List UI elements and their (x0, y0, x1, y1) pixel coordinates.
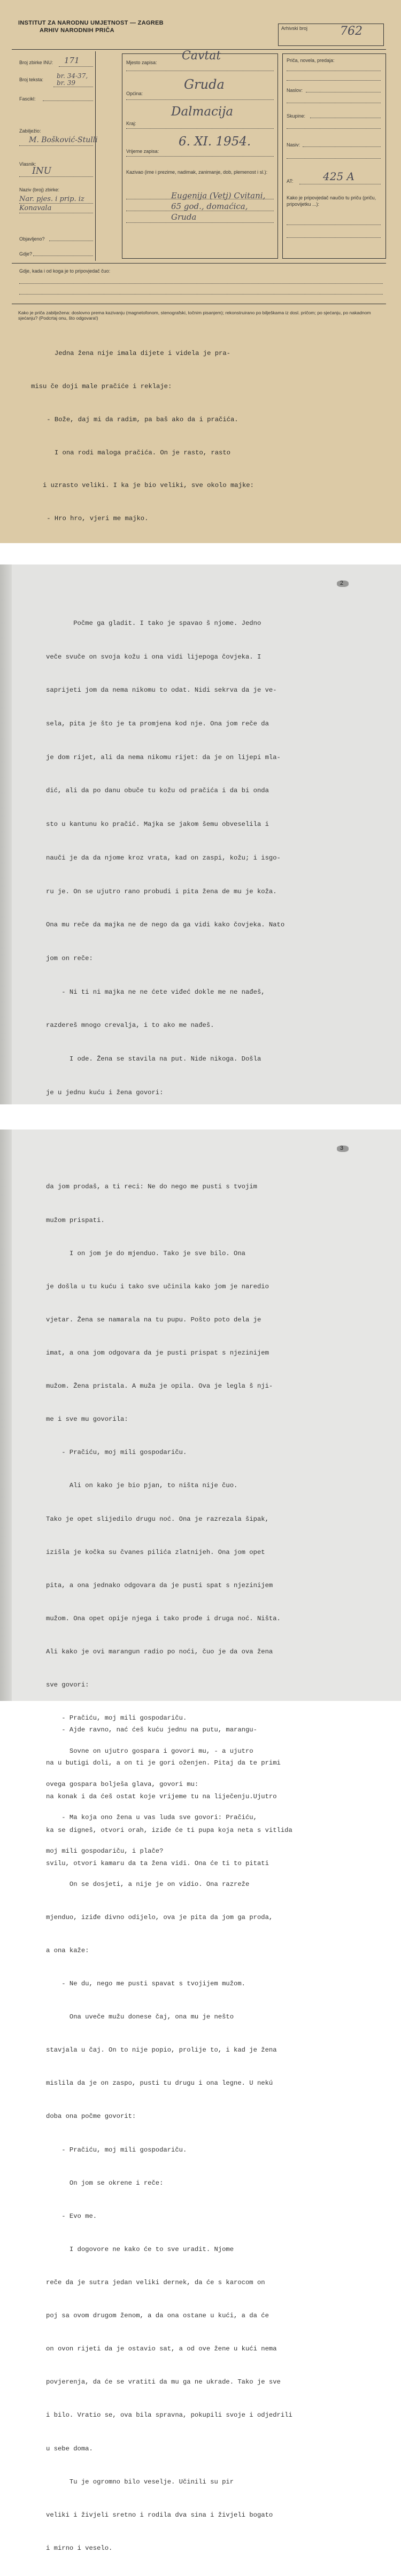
text-line: sto u kantunu ko pračić. Majka se jakom šemu obveselila i (46, 821, 269, 829)
text-line: I on jom je do mjenduo. Tako je sve bilo. Ona (46, 1249, 245, 1257)
recording-method-note: Kako je priča zabilježena: doslovno prema kazivanju (magnetofonom, stenografski, točnim pisanjem); rekonstruirano po bilješkama iz dosl. pričom; po sjećanju, po nakadnom sjećanju? (Podcrtaj onu, što odgovara!) (18, 310, 371, 321)
text-line: mužom prispati. (46, 1216, 105, 1224)
field-line (287, 80, 381, 81)
field-label: Fascikl: (19, 96, 36, 102)
field-line (287, 237, 381, 238)
text-line: on ovon rijeti da je ostavio sat, a od ove žene u kući nema (46, 2345, 277, 2353)
text-line: sela, pita je što je ta promjena kod nje. Ona jom reče da (46, 720, 269, 728)
field-value: Dalmacija (171, 105, 234, 119)
field-value: br. 34-37, br. 39 (57, 72, 88, 87)
text-line: stavjala u čaj. On to nije popio, prolije to, i kad je žena (46, 2046, 277, 2054)
text-line: je u jednu kuću i žena govori: (46, 1088, 164, 1096)
text-line: na konak i da ćeš ostat koje vrijeme tu na liječenju.Ujutro (46, 1792, 277, 1800)
text-line: a ona kaže: (46, 1946, 89, 1954)
text-line: je dom rijet, ali da nema nikomu rijet: da je on lijepi mla- (46, 753, 281, 761)
text-line: doba ona počme govorit: (46, 2113, 136, 2121)
field-line (19, 294, 383, 295)
text-line: imat, a ona jom odgovara da je pusti prispat s njezinijem (46, 1349, 269, 1357)
page-number: 3 (340, 1145, 344, 1151)
text-line: na u butigi doli, a on ti je gori oženjen. Pitaj da te primi (46, 1759, 281, 1767)
institute-name: INSTITUT ZA NARODNU UMJETNOST — ZAGREB (18, 20, 164, 26)
text-line: da jom prodaš, a ti reci: Ne do nego me pusti s tvojim (46, 1183, 257, 1191)
text-line: mužom. Ona opet opije njega i tako prođe i druga noć. Ništa. (46, 1614, 281, 1622)
field-label: Kraj: (126, 121, 136, 126)
field-label: Naslov: (287, 88, 303, 93)
text-line: jom on reče: (46, 955, 93, 962)
archive-number-label: Arhivski broj (281, 26, 308, 31)
text-line: - Evo me. (46, 2212, 97, 2220)
text-line: poj sa ovom drugom ženom, a da ona ostane u kući, a da će (46, 2312, 269, 2320)
field-value: Eugenija (Vetj) Cvitani, 65 god., domaćica, Gruda (171, 191, 266, 222)
text-line: Tu je ogromno bilo veselje. Učinili su pir (46, 2478, 234, 2486)
text-line: u sebe doma. (46, 2445, 93, 2453)
text-line: ka se digneš, otvori orah, iziđe će ti pupa koja neta s vitlida (46, 1826, 292, 1834)
text-line: dić, ali da po danu obuče tu kožu od pračića i da bi onda (46, 787, 269, 795)
text-line: Jedna žena nije imala dijete i videla je pra- (31, 350, 230, 358)
field-line (126, 128, 274, 129)
text-line: ovega gospara bolješa glava, govori mu: (46, 1781, 199, 1789)
form-divider-1 (95, 51, 96, 261)
text-line: - Ni ti ni majka ne ne ćete viđeć dokle me ne nađeš, (46, 988, 265, 996)
text-line: vjetar. Žena se namarala na tu pupu. Pošto poto dela je (46, 1316, 261, 1324)
story-text-page-3 (46, 1159, 292, 2576)
field-value: Nar. pjes. i prip. iz Konavala (19, 195, 84, 212)
text-line: - Ma koja ono žena u vas luda sve govori: Pračiću, (46, 1814, 257, 1822)
text-line: pita, a ona jednako odgovara da je pusti spat s njezinijem (46, 1581, 273, 1589)
text-line: i mirno i veselo. (46, 2544, 113, 2552)
text-line: je došla u tu kuću i tako sve učinila kako jom je naredio (46, 1282, 269, 1290)
page-gap (0, 543, 401, 564)
binding-edge (0, 564, 12, 1104)
text-line: - Bože, daj mi da radim, pa baš ako da i pračića. (31, 415, 238, 423)
field-label: Naziv (broj) zbirke: (19, 187, 60, 192)
text-line: - Pračiću, moj mili gospodariču. (46, 1449, 187, 1457)
text-line: Tako je opet slijedilo drugu noć. Ona je razrezala šipak, (46, 1515, 269, 1523)
field-line (287, 158, 381, 159)
text-line: moj mili gospodariču, i plače? (46, 1847, 164, 1855)
field-label: Priča, novela, predaja: (287, 58, 335, 63)
field-label: Vrijeme zapisa: (126, 149, 159, 154)
field-value: M. Bošković-Stulli (29, 136, 98, 144)
page-1-form (0, 0, 401, 543)
text-line: Ona uveče mužu donese čaj, ona mu je nešto (46, 2013, 234, 2021)
field-label: Broj teksta: (19, 77, 44, 82)
text-line: Ali on kako je bio pjan, to ništa nije čuo. (46, 1482, 238, 1490)
text-line: i bilo. Vratio se, ova bila spravna, pokupili svoje i odjedrili (46, 2411, 292, 2419)
field-label: Nasiv: (287, 142, 300, 148)
field-label: Broj zbirke INU: (19, 60, 53, 65)
field-line (126, 222, 274, 223)
field-line (287, 128, 381, 129)
text-line: mislila da je on zaspo, pusti tu drugu i ona legne. U nekú (46, 2079, 273, 2087)
archive-number: 762 (340, 25, 363, 38)
archive-name: ARHIV NARODNIH PRIČA (40, 27, 114, 34)
field-line (19, 176, 93, 177)
field-label: Gdje? (19, 251, 33, 257)
field-value: INU (32, 166, 51, 176)
field-value: 425 A (323, 170, 354, 183)
text-line: - Pračiću, moj mili gospodariču. (46, 2146, 187, 2154)
text-line: On se dosjeti, a nije je on vidio. Ona razreže (46, 1880, 250, 1888)
text-line: veče svuče on svoja kožu i ona vidi lijepoga čovjeka. I (46, 653, 261, 661)
field-line (19, 145, 93, 146)
field-label: Objavljeno? (19, 236, 45, 242)
text-line: ru je. On se ujutro rano probudi i pita žena de mu je koža. (46, 887, 277, 895)
field-line (19, 203, 93, 204)
text-line: reče da je sutra jedan veliki dernek, da će s karocom on (46, 2279, 265, 2287)
text-line: I ode. Žena se stavila na put. Nide nikoga. Došla (46, 1055, 261, 1063)
text-line: misu če doji male pračiće i reklaje: (31, 382, 172, 390)
text-line: On jom se okrene i reče: (46, 2179, 164, 2187)
field-value: 171 (64, 56, 80, 65)
text-line: Ona mu reče da majka ne de nego da ga vidi kako čovjeka. Nato (46, 921, 285, 929)
field-line (126, 99, 274, 100)
field-line (59, 66, 93, 67)
field-label: Vlasnik: (19, 161, 36, 167)
form-rule (12, 263, 386, 264)
text-line: I dogovore ne kako će to sve uradit. Njome (46, 2245, 234, 2253)
text-line: saprijeti jom da nema nikomu to odat. Nidi sekrva da je ve- (46, 686, 277, 694)
text-line: me i sve mu govorila: (46, 1415, 128, 1424)
text-line: mužom. Žena pristala. A muža je opila. Ova je legla š nji- (46, 1382, 273, 1390)
text-line: Sovne on ujutro gospara i govori mu, - a ujutro (46, 1747, 253, 1755)
field-value: Gruda (184, 77, 225, 92)
right-field-box (282, 53, 386, 259)
field-label: AT: (287, 179, 294, 184)
text-line: - Ajde ravno, nać ćeš kuću jednu na putu, marangu- (46, 1726, 257, 1734)
field-label: Kako je pripovjedač naučio tu priču (priču, pripovijetku ...): (287, 195, 376, 207)
text-line: - Ne du, nego me pusti spavat s tvojijem mužom. (46, 1980, 245, 1988)
text-line: nauči je da da njome kroz vrata, kad on zaspi, kožu; i isgo- (46, 854, 281, 862)
text-line: svilu, otvori kamaru da ta žena vidi. Ona će ti to pitati (46, 1860, 269, 1868)
text-line: i uzrasto veliki. I ka je bio veliki, sve okolo majke: (31, 482, 254, 490)
text-line: mjenduo, iziđe divno odijelo, ova je pita da jom ga proda, (46, 1913, 273, 1921)
text-line: Ali kako je ovi marangun radio po noći, čuo je da ova žena (46, 1647, 273, 1656)
text-line: razdereš mnogo crevalja, i to ako me nađeš. (46, 1022, 214, 1030)
field-label: Zabilježio: (19, 128, 41, 134)
field-label: Općina: (126, 91, 143, 96)
field-label: Skupine: (287, 113, 306, 119)
field-value: 6. XI. 1954. (179, 135, 251, 149)
field-label: Mjesto zapisa: (126, 60, 157, 65)
where-heard-label: Gdje, kada i od koga je to pripovjedač čuo: (19, 268, 111, 274)
field-line (303, 146, 381, 147)
text-line: izišla je kočka su čvanes pilića zlatnijeh. Ona jom opet (46, 1548, 265, 1556)
page-number: 2 (340, 580, 344, 586)
text-line: veliki i živjeli sretno i rodila dva sina i živjeli bogato (46, 2511, 273, 2519)
page-gap (0, 1104, 401, 1130)
text-line: - Pračiću, moj mili gospodariču. (46, 1714, 187, 1722)
field-line (126, 156, 274, 157)
field-line (19, 283, 383, 284)
text-line: sve govori: (46, 1681, 89, 1689)
field-value: Cavtat (182, 49, 221, 63)
text-line: - Hro hro, vjeri me majko. (31, 515, 149, 523)
binding-edge (0, 1130, 12, 1701)
field-line (43, 100, 93, 101)
field-label: Kazivao (ime i prezime, nadimak, zanimanje, dob, plemenost i sl.): (126, 169, 268, 175)
text-line: Počme ga gladit. I tako je spavao š njome. Jedno (46, 619, 261, 627)
text-line: povjerenja, da će se vratiti da mu ga ne ukrade. Tako je sve (46, 2378, 281, 2386)
text-line: I ona rodi maloga pračića. On je rasto, rasto (31, 448, 230, 457)
